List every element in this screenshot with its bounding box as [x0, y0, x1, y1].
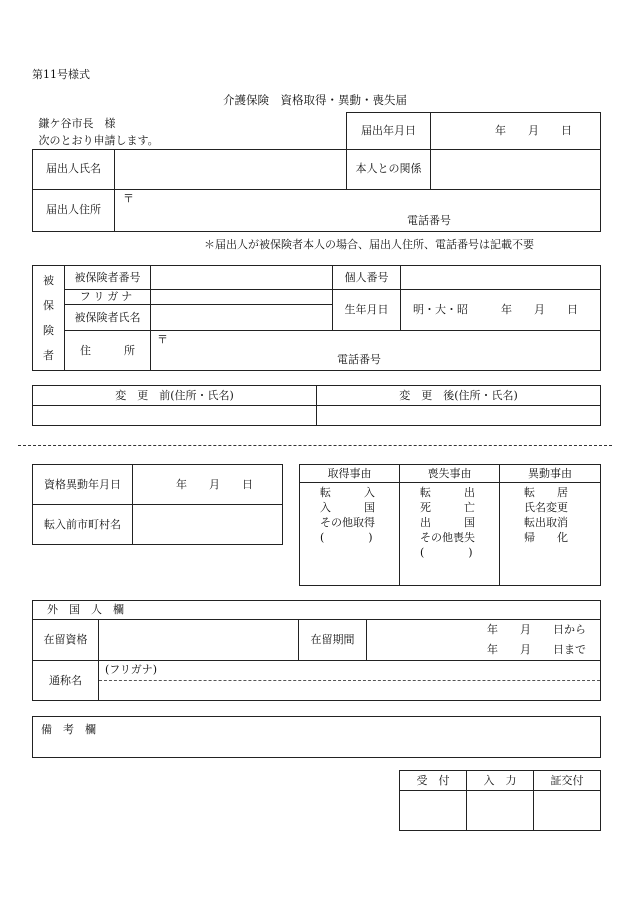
submit-date-field[interactable]: 年 月 日	[431, 113, 601, 150]
reason-item: 入 国	[320, 501, 375, 514]
stamp-certificate-box[interactable]	[534, 791, 601, 831]
applicant-table	[32, 112, 601, 232]
notifier-name-field[interactable]	[115, 149, 347, 189]
reason-item: 死 亡	[420, 501, 475, 514]
reason-item: 転出取消	[524, 516, 568, 529]
period-from: 年 月 日から	[487, 623, 586, 636]
alias-furigana: (フリガナ)	[99, 661, 600, 681]
status-change-date-label: 資格異動年月日	[33, 465, 133, 505]
residence-period-label: 在留期間	[299, 620, 367, 661]
note-text: ＊届出人が被保険者本人の場合、届出人住所、電話番号は記載不要	[204, 238, 534, 251]
postal-mark: 〒	[123, 191, 134, 205]
loss-reason-list	[400, 483, 500, 586]
loss-reason-header: 喪失事由	[400, 465, 500, 483]
form-number: 第11号様式	[32, 68, 90, 81]
office-use-separator	[18, 445, 612, 446]
reason-item: 帰 化	[524, 531, 568, 544]
prev-municipality-field[interactable]	[133, 505, 283, 545]
reason-item: その他喪失	[420, 531, 475, 544]
birth-field[interactable]: 明・大・昭 年 月 日	[401, 290, 601, 331]
stamp-received-box[interactable]	[400, 791, 467, 831]
stamp-input-box[interactable]	[467, 791, 534, 831]
change-table	[32, 385, 601, 426]
furigana-field[interactable]	[151, 290, 333, 305]
insured-number-field[interactable]	[151, 266, 333, 290]
insured-address-field[interactable]	[151, 331, 601, 371]
period-to: 年 月 日まで	[487, 643, 586, 656]
stamp-certificate-label: 証交付	[534, 771, 601, 791]
insured-address-label: 住 所	[65, 331, 151, 371]
reason-item: 転 入	[320, 486, 375, 499]
alias-label: 通称名	[33, 661, 99, 701]
reason-item: 転 出	[420, 486, 475, 499]
prev-municipality-label: 転入前市町村名	[33, 505, 133, 545]
notifier-address-label: 届出人住所	[33, 189, 115, 231]
reasons-table	[299, 464, 601, 586]
insured-number-label: 被保険者番号	[65, 266, 151, 290]
addressee: 鎌ケ谷市長 様	[38, 116, 116, 130]
furigana-label: フリガナ	[65, 290, 151, 305]
personal-number-field[interactable]	[401, 266, 601, 290]
submit-date-label: 届出年月日	[347, 113, 431, 150]
insured-side-label: 被 保 険 者	[33, 266, 65, 371]
status-change-date-field[interactable]: 年 月 日	[133, 465, 283, 505]
residence-status-label: 在留資格	[33, 620, 99, 661]
page-title: 介護保険 資格取得・異動・喪失届	[223, 93, 407, 107]
reason-item: 出 国	[420, 516, 475, 529]
reason-item: その他取得	[320, 516, 375, 529]
change-reason-list	[500, 483, 601, 586]
residence-period-field[interactable]	[367, 620, 601, 661]
acquisition-reason-header: 取得事由	[300, 465, 400, 483]
foreigner-section-label: 外 国 人 欄	[33, 601, 601, 620]
insured-table	[32, 265, 601, 371]
reason-item: 氏名変更	[524, 501, 568, 514]
insured-phone-label: 電話番号	[337, 353, 381, 366]
relation-field[interactable]	[431, 149, 601, 189]
reason-item: 転 居	[524, 486, 568, 499]
acquisition-reason-list	[300, 483, 400, 586]
change-reason-header: 異動事由	[500, 465, 601, 483]
personal-number-label: 個人番号	[333, 266, 401, 290]
relation-label: 本人との関係	[347, 149, 431, 189]
residence-status-field[interactable]	[99, 620, 299, 661]
stamp-input-label: 入 力	[467, 771, 534, 791]
change-after-label: 変 更 後(住所・氏名)	[317, 386, 601, 406]
stamp-received-label: 受 付	[400, 771, 467, 791]
change-before-label: 変 更 前(住所・氏名)	[33, 386, 317, 406]
change-before-field[interactable]	[33, 406, 317, 426]
reason-item: ( )	[420, 546, 473, 559]
alias-field[interactable]	[99, 661, 601, 701]
stamp-table	[399, 770, 601, 831]
foreigner-table	[32, 600, 601, 701]
request-text: 次のとおり申請します。	[38, 133, 159, 147]
birth-label: 生年月日	[333, 290, 401, 331]
change-after-field[interactable]	[317, 406, 601, 426]
insured-name-field[interactable]	[151, 305, 333, 331]
reason-item: ( )	[320, 531, 373, 544]
status-change-table	[32, 464, 283, 545]
insured-postal-mark: 〒	[157, 333, 168, 346]
notifier-address-field[interactable]	[115, 189, 601, 231]
remarks-box[interactable]	[32, 716, 601, 758]
remarks-label: 備 考 欄	[41, 723, 96, 736]
insured-name-label: 被保険者氏名	[65, 305, 151, 331]
notifier-name-label: 届出人氏名	[33, 149, 115, 189]
notifier-phone-label: 電話番号	[407, 213, 451, 227]
